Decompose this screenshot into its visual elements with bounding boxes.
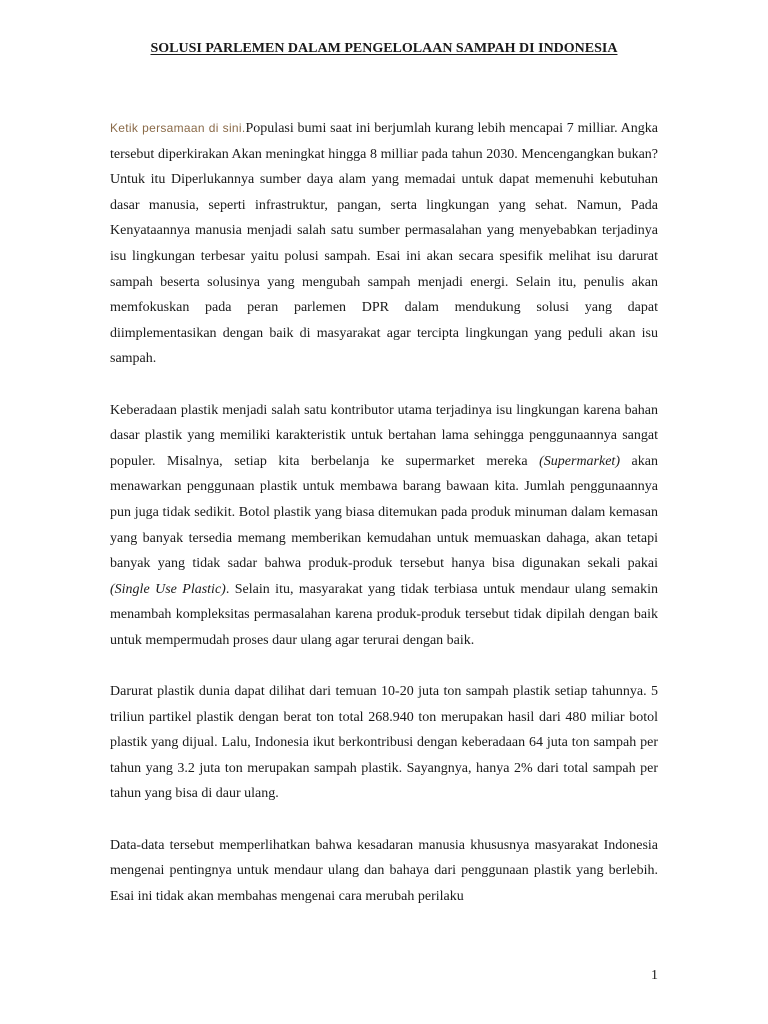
- paragraph-1-text: Populasi bumi saat ini berjumlah kurang lebih mencapai 7 milliar. Angka tersebut diperkirakan Akan meningkat hingga 8 milliar pada tahun 2030. Mencengangkan bukan? Untuk itu Diperlukannya sumber daya alam yang memadai untuk dapat memenuhi kebutuhan dasar manusia, seperti infrastruktur, pangan, serta lingkungan yang sehat. Namun, Pada Kenyataannya manusia menjadi salah satu sumber permasalahan yang menyebabkan terjadinya isu lingkungan terbesar yaitu polusi sampah. Esai ini akan secara spesifik melihat isu darurat sampah beserta solusinya yang mengubah sampah menjadi energi. Selain itu, penulis akan memfokuskan pada peran parlemen DPR dalam mendukung solusi yang dapat diimplementasikan dengan baik di masyarakat agar tercipta lingkungan yang peduli akan isu sampah.: [110, 121, 658, 367]
- paragraph-2-italic-supermarket: (Supermarket): [539, 453, 620, 469]
- paragraph-2-part-1: Keberadaan plastik menjadi salah satu kontributor utama terjadinya isu lingkungan karena bahan dasar plastik yang memiliki karakteristik untuk bertahan lama sehingga penggunaannya sangat populer. Misalnya, setiap kita berbelanja ke supermarket mereka: [110, 402, 658, 469]
- paragraph-2: [110, 398, 658, 654]
- document-title-text: SOLUSI PARLEMEN DALAM PENGELOLAAN SAMPAH DI INDONESIA: [150, 41, 618, 56]
- page-number: 1: [651, 968, 658, 983]
- document-title: [0, 39, 768, 59]
- document-body: [110, 116, 658, 935]
- paragraph-2-italic-single-use: (Single Use Plastic): [110, 581, 226, 597]
- paragraph-2-part-3: . Selain itu, masyarakat yang tidak terbiasa untuk mendaur ulang semakin menambah kompleksitas permasalahan karena produk-produk tersebut tidak dipilah dengan baik untuk mempermudah proses daur ulang agar terurai dengan baik.: [110, 581, 658, 648]
- equation-placeholder[interactable]: Ketik persamaan di sini.: [110, 121, 246, 135]
- paragraph-3: Darurat plastik dunia dapat dilihat dari temuan 10-20 juta ton sampah plastik setiap tahunnya. 5 triliun partikel plastik dengan berat ton total 268.940 ton merupakan hasil dari 480 miliar botol plastik yang dijual. Lalu, Indonesia ikut berkontribusi dengan keberadaan 64 juta ton sampah per tahun yang 3.2 juta ton merupakan sampah plastik. Sayangnya, hanya 2% dari total sampah per tahun yang bisa di daur ulang.: [110, 684, 658, 802]
- paragraph-4: Data-data tersebut memperlihatkan bahwa kesadaran manusia khususnya masyarakat Indonesia mengenai pentingnya untuk mendaur ulang dan bahaya dari penggunaan plastik yang berlebih. Esai ini tidak akan membahas mengenai cara merubah perilaku: [110, 837, 658, 904]
- paragraph-1: [110, 116, 658, 372]
- paragraph-2-part-2: akan menawarkan penggunaan plastik untuk membawa barang bawaan kita. Jumlah penggunaannya pun juga tidak sedikit. Botol plastik yang biasa ditemukan pada produk minuman dalam kemasan yang banyak tersedia memang memberikan kemudahan untuk memuaskan dahaga, akan tetapi banyak yang tidak sadar bahwa produk-produk tersebut hanya bisa digunakan sekali pakai: [110, 453, 658, 572]
